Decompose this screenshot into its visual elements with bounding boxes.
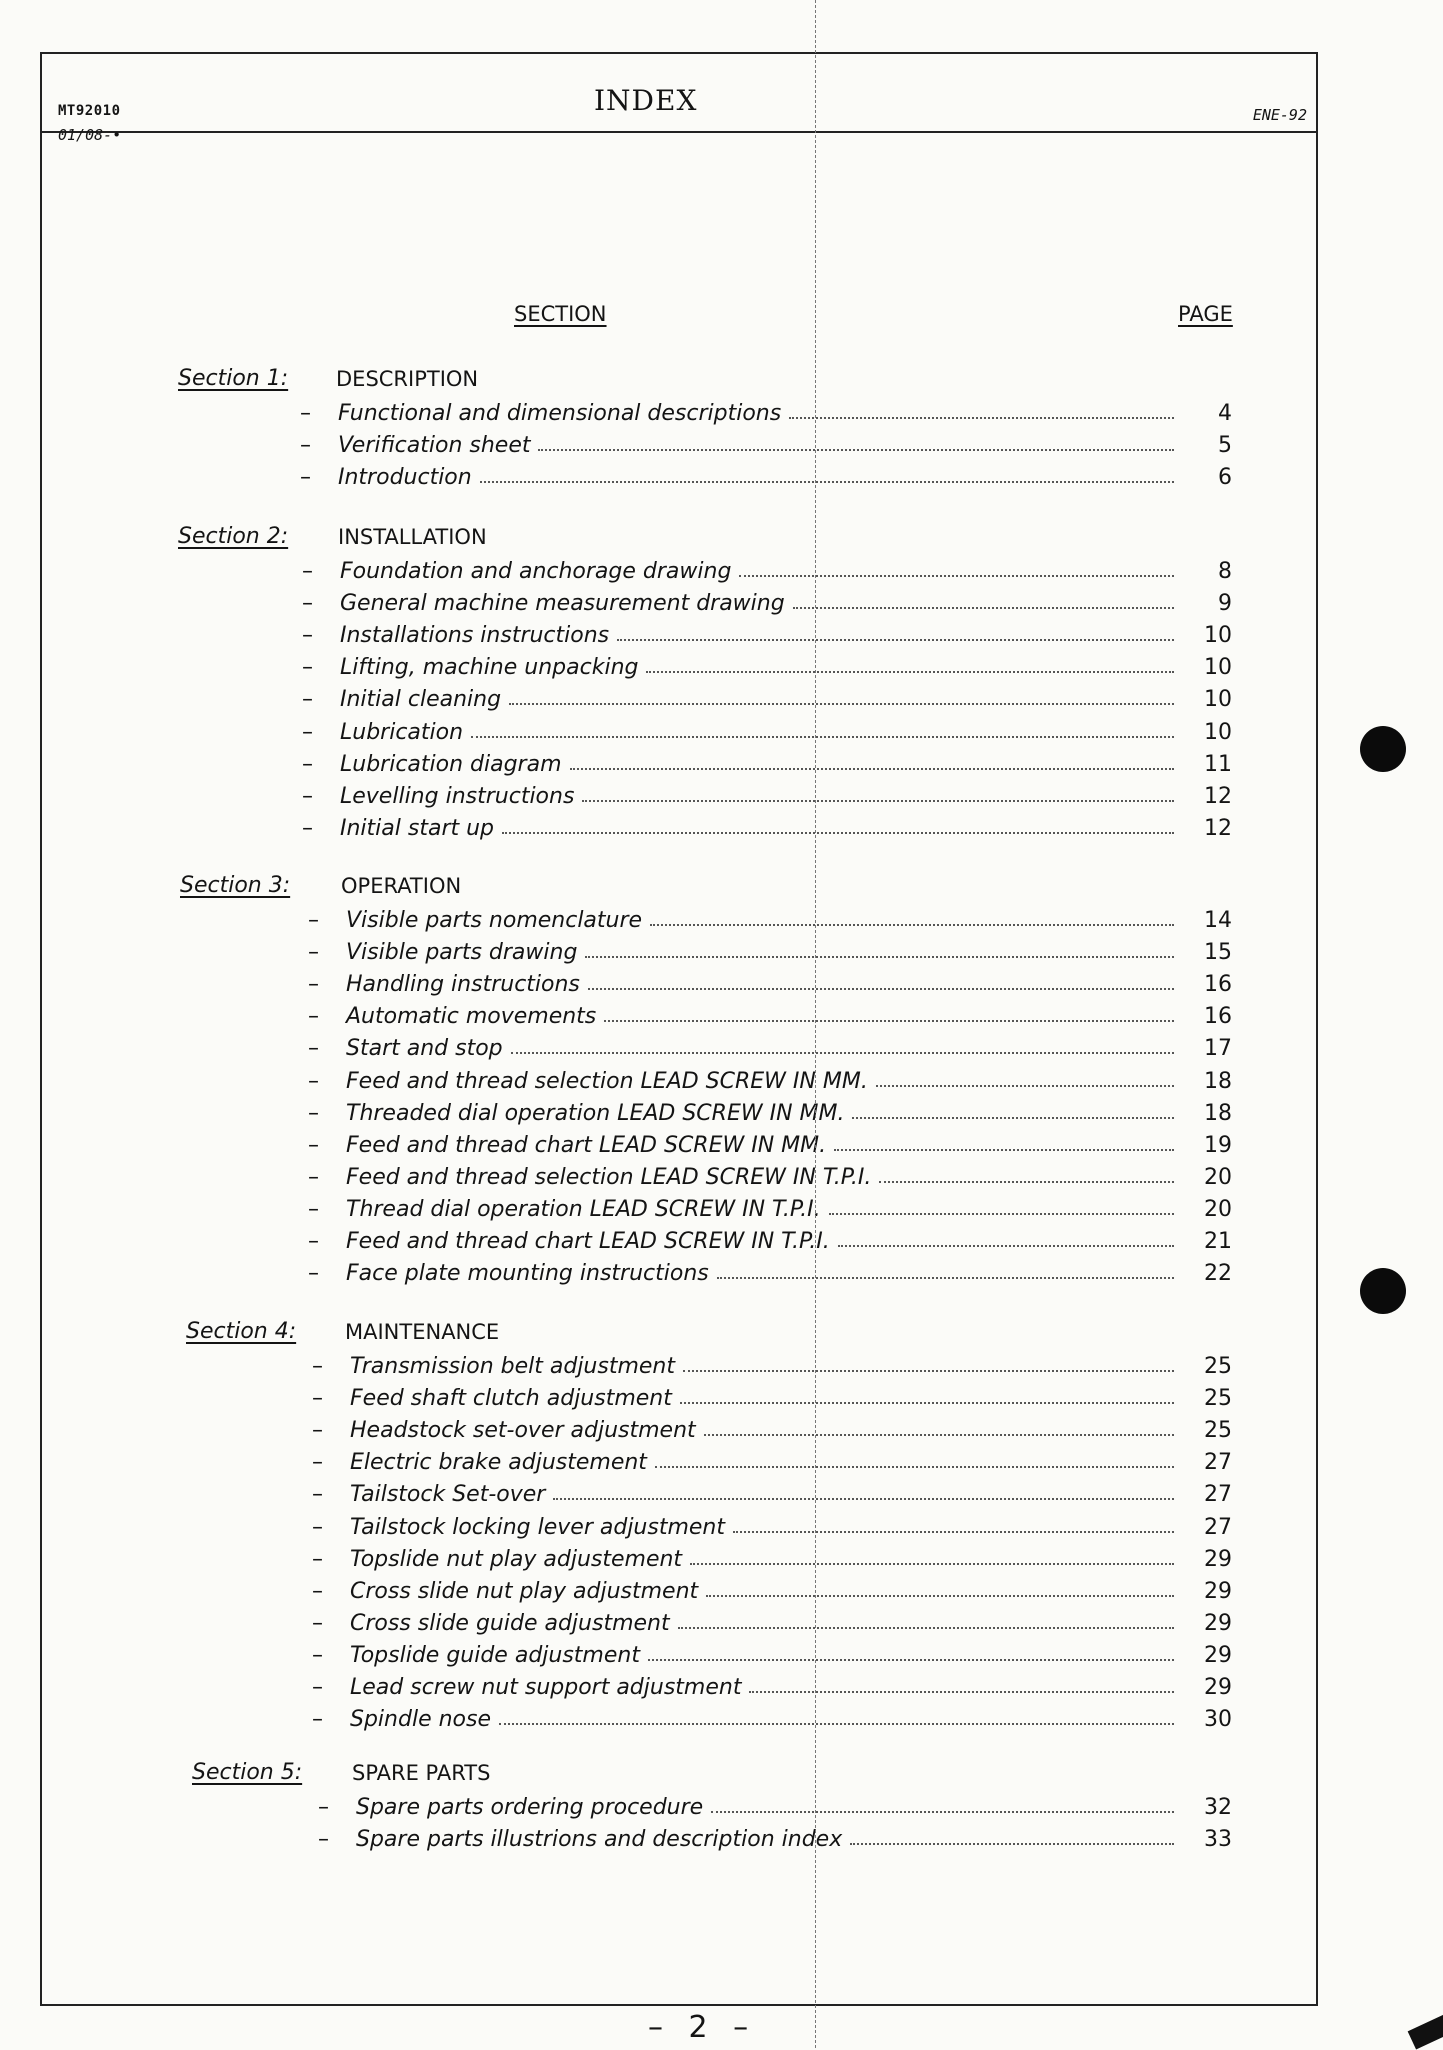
toc-entry-title: Automatic movements [346, 1004, 597, 1030]
toc-entry [302, 650, 1232, 680]
toc-entry [318, 1822, 1232, 1852]
dash-bullet: – [308, 1100, 319, 1126]
dot-leader [706, 1595, 1174, 1597]
toc-entry-title: Functional and dimensional descriptions [338, 401, 782, 426]
toc-entry-page: 27 [1204, 1450, 1232, 1476]
toc-entry-page: 15 [1204, 940, 1232, 966]
dot-leader [655, 1466, 1174, 1468]
toc-entry-page: 16 [1204, 972, 1232, 998]
dash-bullet: – [312, 1418, 323, 1444]
dash-bullet: – [308, 1164, 319, 1190]
dot-leader [789, 417, 1174, 419]
toc-entry-page: 29 [1204, 1642, 1232, 1668]
section-heading: DESCRIPTION [336, 367, 479, 391]
dot-leader [650, 924, 1174, 926]
section-heading: SPARE PARTS [352, 1761, 491, 1785]
dash-bullet: – [300, 465, 311, 491]
toc-entry-page: 20 [1204, 1196, 1232, 1222]
section-heading: OPERATION [341, 874, 462, 898]
dash-bullet: – [308, 1036, 319, 1062]
dot-leader [717, 1277, 1174, 1279]
toc-entry-page: 18 [1204, 1068, 1232, 1094]
toc-entry-title: Tailstock Set-over [350, 1482, 546, 1508]
dot-leader [876, 1085, 1174, 1087]
dash-bullet: – [300, 433, 311, 459]
dot-leader [850, 1843, 1174, 1845]
toc-entry-page: 29 [1204, 1610, 1232, 1636]
toc-entry [308, 1224, 1232, 1254]
toc-entry-title: Initial start up [340, 815, 495, 841]
toc-entry-page: 16 [1204, 1004, 1232, 1030]
toc-entry-title: Verification sheet [338, 433, 531, 459]
dot-leader [646, 671, 1174, 673]
toc-entry-title: Face plate mounting instructions [346, 1261, 709, 1287]
toc-entry [312, 1510, 1232, 1540]
toc-entry-page: 29 [1204, 1578, 1232, 1604]
dash-bullet: – [302, 623, 313, 649]
dash-bullet: – [308, 972, 319, 998]
dash-bullet: – [308, 940, 319, 966]
dash-bullet: – [318, 1795, 329, 1820]
dot-leader [680, 1402, 1174, 1404]
dot-leader [502, 832, 1174, 834]
dot-leader [480, 481, 1174, 483]
punch-hole [1360, 1268, 1406, 1314]
toc-entry-page: 27 [1204, 1482, 1232, 1508]
dash-bullet: – [302, 751, 313, 777]
toc-entry [308, 967, 1232, 997]
dash-bullet: – [312, 1610, 323, 1636]
toc-entry [308, 935, 1232, 965]
dot-leader [704, 1434, 1174, 1436]
toc-entry [312, 1477, 1232, 1507]
dash-bullet: – [312, 1482, 323, 1508]
toc-entry-page: 27 [1204, 1514, 1232, 1540]
toc-entry [312, 1381, 1232, 1411]
dash-bullet: – [308, 908, 319, 933]
toc-entry-page: 20 [1204, 1164, 1232, 1190]
toc-entry-page: 29 [1204, 1546, 1232, 1572]
toc-entry-title: Lubrication diagram [340, 751, 562, 777]
toc-entry [308, 1256, 1232, 1286]
dot-leader [852, 1117, 1174, 1119]
toc-entry [308, 1031, 1232, 1061]
fold-line [815, 0, 816, 2048]
toc-entry [308, 1128, 1232, 1158]
dash-bullet: – [312, 1642, 323, 1668]
toc-entry-page: 32 [1204, 1795, 1232, 1820]
toc-entry-title: Levelling instructions [340, 783, 575, 809]
dash-bullet: – [302, 815, 313, 841]
dash-bullet: – [312, 1578, 323, 1604]
dash-bullet: – [308, 1261, 319, 1287]
toc-entry-title: Topslide nut play adjustement [350, 1546, 683, 1572]
toc-entry-title: Transmission belt adjustment [350, 1354, 675, 1379]
dot-leader [511, 1052, 1174, 1054]
toc-entry [312, 1542, 1232, 1572]
toc-entry-title: Foundation and anchorage drawing [340, 559, 732, 584]
toc-entry-page: 12 [1204, 815, 1232, 841]
toc-entry [302, 779, 1232, 809]
dot-leader [617, 639, 1174, 641]
toc-entry-page: 10 [1204, 623, 1232, 649]
dot-leader [499, 1723, 1174, 1725]
toc-entry [302, 586, 1232, 616]
toc-entry [300, 460, 1232, 490]
toc-entry-page: 5 [1218, 433, 1232, 459]
dot-leader [834, 1149, 1174, 1151]
toc-entry-page: 19 [1204, 1132, 1232, 1158]
dash-bullet: – [312, 1546, 323, 1572]
document-date: 01/08-• [58, 126, 122, 144]
toc-entry-title: Start and stop [346, 1036, 503, 1062]
toc-entry-title: Feed and thread selection LEAD SCREW IN T.P.I. [346, 1164, 872, 1190]
toc-entry [312, 1349, 1232, 1379]
dot-leader [749, 1691, 1174, 1693]
toc-entry [302, 554, 1232, 584]
dash-bullet: – [300, 401, 311, 426]
dash-bullet: – [312, 1354, 323, 1379]
page-column-header: PAGE [1178, 302, 1233, 326]
toc-entry [302, 747, 1232, 777]
toc-entry [300, 396, 1232, 426]
toc-entry-page: 4 [1218, 401, 1232, 426]
toc-entry [308, 1064, 1232, 1094]
dot-leader [733, 1531, 1174, 1533]
toc-entry-page: 25 [1204, 1418, 1232, 1444]
toc-entry [312, 1606, 1232, 1636]
toc-entry-title: Cross slide guide adjustment [350, 1610, 670, 1636]
toc-entry-page: 17 [1204, 1036, 1232, 1062]
toc-entry [308, 903, 1232, 933]
dot-leader [553, 1498, 1174, 1500]
section-label: Section 2: [178, 524, 289, 549]
toc-entry [302, 715, 1232, 745]
toc-entry-title: Feed and thread selection LEAD SCREW IN MM. [346, 1068, 868, 1094]
toc-entry [318, 1790, 1232, 1820]
toc-entry-title: Thread dial operation LEAD SCREW IN T.P.I. [346, 1196, 821, 1222]
toc-entry-page: 11 [1204, 751, 1232, 777]
dot-leader [509, 703, 1174, 705]
toc-entry-title: Spare parts illustrions and description index [356, 1827, 843, 1853]
dash-bullet: – [302, 687, 313, 713]
dot-leader [582, 800, 1174, 802]
revision-code: ENE-92 [1252, 106, 1307, 124]
dot-leader [683, 1370, 1174, 1372]
toc-entry [302, 811, 1232, 841]
toc-entry-page: 33 [1204, 1827, 1232, 1853]
toc-entry [312, 1670, 1232, 1700]
toc-entry [312, 1413, 1232, 1443]
dot-leader [690, 1563, 1174, 1565]
dot-leader [570, 768, 1174, 770]
toc-entry [308, 1096, 1232, 1126]
dash-bullet: – [312, 1514, 323, 1540]
toc-entry [308, 999, 1232, 1029]
toc-entry [312, 1445, 1232, 1475]
section-label: Section 4: [186, 1319, 297, 1344]
toc-entry [312, 1702, 1232, 1732]
section-heading: MAINTENANCE [345, 1320, 500, 1344]
toc-entry-title: Threaded dial operation LEAD SCREW IN MM. [346, 1100, 845, 1126]
toc-entry-page: 10 [1204, 719, 1232, 745]
punch-hole [1360, 726, 1406, 772]
dash-bullet: – [312, 1675, 323, 1700]
dot-leader [588, 988, 1174, 990]
toc-entry [308, 1160, 1232, 1190]
document-code: MT92010 [58, 103, 121, 119]
dash-bullet: – [308, 1229, 319, 1254]
dot-leader [471, 736, 1174, 738]
toc-entry-title: Initial cleaning [340, 687, 502, 713]
toc-entry-page: 12 [1204, 783, 1232, 809]
toc-entry [312, 1638, 1232, 1668]
toc-entry-title: Headstock set-over adjustment [350, 1418, 696, 1444]
dot-leader [793, 607, 1174, 609]
toc-entry [302, 618, 1232, 648]
dot-leader [711, 1811, 1174, 1813]
toc-entry-title: Cross slide nut play adjustment [350, 1578, 699, 1604]
toc-entry-title: Lifting, machine unpacking [340, 655, 639, 681]
toc-entry-page: 21 [1204, 1229, 1232, 1254]
toc-entry-title: Electric brake adjustement [350, 1450, 647, 1476]
dot-leader [739, 575, 1174, 577]
toc-entry [312, 1574, 1232, 1604]
dot-leader [838, 1245, 1174, 1247]
toc-entry-page: 14 [1204, 908, 1232, 933]
dash-bullet: – [302, 719, 313, 745]
toc-entry [308, 1192, 1232, 1222]
dash-bullet: – [302, 783, 313, 809]
toc-entry-page: 10 [1204, 687, 1232, 713]
dot-leader [648, 1659, 1174, 1661]
dash-bullet: – [318, 1827, 329, 1853]
toc-entry-page: 8 [1218, 559, 1232, 584]
dot-leader [585, 956, 1174, 958]
toc-entry-page: 25 [1204, 1386, 1232, 1412]
toc-entry-title: Visible parts drawing [346, 940, 578, 966]
dash-bullet: – [308, 1068, 319, 1094]
toc-entry-title: Spindle nose [350, 1707, 491, 1733]
page-number: – 2 – [648, 2010, 757, 2045]
toc-entry-title: Topslide guide adjustment [350, 1642, 640, 1668]
toc-entry-title: Feed and thread chart LEAD SCREW IN MM. [346, 1132, 827, 1158]
dot-leader [829, 1213, 1174, 1215]
toc-entry [302, 682, 1232, 712]
toc-entry-title: General machine measurement drawing [340, 591, 785, 617]
section-column-header: SECTION [514, 302, 607, 326]
toc-entry-title: Feed and thread chart LEAD SCREW IN T.P.I. [346, 1229, 830, 1254]
section-label: Section 5: [192, 1760, 303, 1785]
toc-entry-title: Lead screw nut support adjustment [350, 1675, 742, 1700]
section-label: Section 3: [180, 873, 291, 898]
dot-leader [678, 1627, 1174, 1629]
toc-entry-title: Spare parts ordering procedure [356, 1795, 704, 1820]
toc-entry-title: Tailstock locking lever adjustment [350, 1514, 725, 1540]
page-title: INDEX [594, 84, 698, 117]
dash-bullet: – [302, 655, 313, 681]
section-label: Section 1: [178, 366, 289, 391]
toc-entry [300, 428, 1232, 458]
dot-leader [879, 1181, 1174, 1183]
toc-entry-page: 6 [1218, 465, 1232, 491]
toc-entry-page: 18 [1204, 1100, 1232, 1126]
dash-bullet: – [308, 1004, 319, 1030]
toc-entry-title: Installations instructions [340, 623, 610, 649]
toc-entry-page: 10 [1204, 655, 1232, 681]
toc-entry-page: 25 [1204, 1354, 1232, 1379]
dash-bullet: – [308, 1132, 319, 1158]
toc-entry-title: Handling instructions [346, 972, 580, 998]
toc-entry-title: Feed shaft clutch adjustment [350, 1386, 672, 1412]
section-heading: INSTALLATION [338, 525, 487, 549]
dot-leader [604, 1020, 1174, 1022]
dash-bullet: – [302, 559, 313, 584]
toc-entry-page: 22 [1204, 1261, 1232, 1287]
toc-entry-page: 29 [1204, 1675, 1232, 1700]
toc-entry-title: Visible parts nomenclature [346, 908, 643, 933]
toc-entry-page: 9 [1218, 591, 1232, 617]
dash-bullet: – [312, 1450, 323, 1476]
dash-bullet: – [312, 1707, 323, 1733]
dot-leader [538, 449, 1174, 451]
dash-bullet: – [308, 1196, 319, 1222]
dash-bullet: – [312, 1386, 323, 1412]
toc-entry-page: 30 [1204, 1707, 1232, 1733]
toc-entry-title: Introduction [338, 465, 472, 491]
dash-bullet: – [302, 591, 313, 617]
toc-entry-title: Lubrication [340, 719, 464, 745]
